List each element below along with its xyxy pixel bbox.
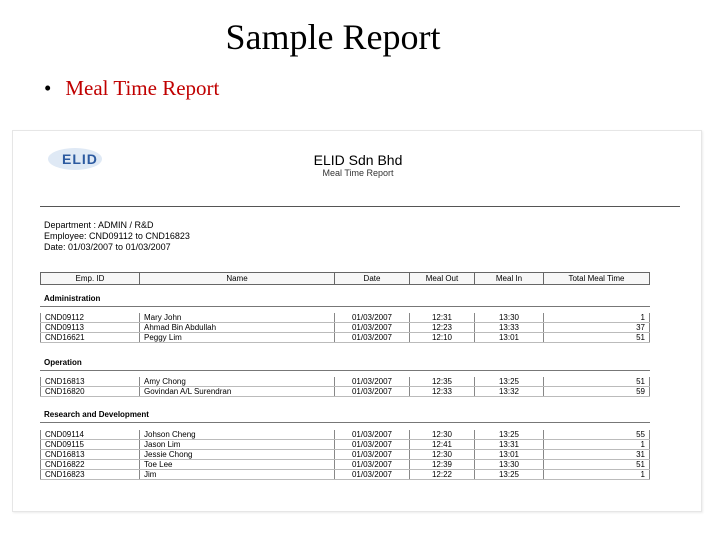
table-cell: Ahmad Bin Abdullah <box>140 323 335 333</box>
bullet-text: Meal Time Report <box>65 76 220 100</box>
group-table <box>40 430 650 480</box>
table-row <box>41 377 650 387</box>
col-name: Name <box>140 273 335 285</box>
table-row <box>41 387 650 397</box>
column-header-row <box>40 272 650 285</box>
table-row <box>41 440 650 450</box>
table-cell: 01/03/2007 <box>335 460 410 470</box>
table-cell: CND09112 <box>41 313 140 323</box>
table-cell: CND16813 <box>41 377 140 387</box>
table-cell: 12:10 <box>410 333 475 343</box>
report-subtitle: Meal Time Report <box>322 168 394 178</box>
table-cell: Mary John <box>140 313 335 323</box>
col-meal-out: Meal Out <box>410 273 475 285</box>
table-cell: 13:31 <box>475 440 544 450</box>
table-row <box>41 430 650 440</box>
table-row <box>41 460 650 470</box>
table-cell: 12:35 <box>410 377 475 387</box>
table-cell: 12:23 <box>410 323 475 333</box>
table-cell: 01/03/2007 <box>335 450 410 460</box>
slide-title: Sample Report <box>225 17 441 57</box>
table-row <box>41 470 650 480</box>
col-meal-in: Meal In <box>475 273 544 285</box>
group-table <box>40 313 650 343</box>
col-total: Total Meal Time <box>544 273 650 285</box>
bullet-item <box>44 76 219 101</box>
table-cell: CND16822 <box>41 460 140 470</box>
table-cell: 55 <box>544 430 650 440</box>
table-cell: Jim <box>140 470 335 480</box>
table-cell: 01/03/2007 <box>335 377 410 387</box>
table-cell: Govindan A/L Surendran <box>140 387 335 397</box>
table-cell: 31 <box>544 450 650 460</box>
table-cell: 13:30 <box>475 460 544 470</box>
group-title: Administration <box>44 294 101 303</box>
table-cell: 12:41 <box>410 440 475 450</box>
company-name: ELID Sdn Bhd <box>313 152 403 168</box>
group-divider <box>40 422 650 423</box>
table-cell: 12:31 <box>410 313 475 323</box>
logo-text: ELID <box>62 151 98 167</box>
table-cell: 01/03/2007 <box>335 323 410 333</box>
table-cell: 01/03/2007 <box>335 470 410 480</box>
table-cell: CND16820 <box>41 387 140 397</box>
group-table <box>40 377 650 397</box>
table-cell: 01/03/2007 <box>335 440 410 450</box>
table-cell: 1 <box>544 440 650 450</box>
group-title: Operation <box>44 358 82 367</box>
table-cell: 37 <box>544 323 650 333</box>
table-cell: 51 <box>544 460 650 470</box>
table-cell: CND09114 <box>41 430 140 440</box>
table-cell: 51 <box>544 377 650 387</box>
table-cell: 13:33 <box>475 323 544 333</box>
table-cell: 13:01 <box>475 333 544 343</box>
table-cell: Peggy Lim <box>140 333 335 343</box>
table-cell: 13:30 <box>475 313 544 323</box>
table-cell: 01/03/2007 <box>335 313 410 323</box>
table-cell: 12:30 <box>410 430 475 440</box>
col-date: Date <box>335 273 410 285</box>
table-cell: Jason Lim <box>140 440 335 450</box>
table-row <box>41 333 650 343</box>
table-cell: 13:01 <box>475 450 544 460</box>
table-cell: 13:25 <box>475 430 544 440</box>
header-rule <box>40 206 680 207</box>
table-cell: 01/03/2007 <box>335 387 410 397</box>
table-cell: 59 <box>544 387 650 397</box>
group-divider <box>40 370 650 371</box>
table-cell: 13:32 <box>475 387 544 397</box>
table-cell: Jessie Chong <box>140 450 335 460</box>
table-cell: Amy Chong <box>140 377 335 387</box>
table-cell: Toe Lee <box>140 460 335 470</box>
table-cell: CND16813 <box>41 450 140 460</box>
table-cell: CND16621 <box>41 333 140 343</box>
table-cell: Johson Cheng <box>140 430 335 440</box>
table-cell: 13:25 <box>475 377 544 387</box>
department-filter: Department : ADMIN / R&D <box>44 220 154 230</box>
date-filter: Date: 01/03/2007 to 01/03/2007 <box>44 242 171 252</box>
table-cell: 12:22 <box>410 470 475 480</box>
col-emp-id: Emp. ID <box>41 273 140 285</box>
table-cell: CND16823 <box>41 470 140 480</box>
table-cell: 12:30 <box>410 450 475 460</box>
table-cell: 01/03/2007 <box>335 430 410 440</box>
employee-filter: Employee: CND09112 to CND16823 <box>44 231 190 241</box>
bullet-dot: • <box>44 76 52 100</box>
table-row <box>41 323 650 333</box>
table-row <box>41 313 650 323</box>
table-cell: 12:33 <box>410 387 475 397</box>
table-cell: 12:39 <box>410 460 475 470</box>
table-cell: 13:25 <box>475 470 544 480</box>
group-title: Research and Development <box>44 410 149 419</box>
table-cell: 1 <box>544 470 650 480</box>
table-cell: 01/03/2007 <box>335 333 410 343</box>
table-cell: 51 <box>544 333 650 343</box>
group-divider <box>40 306 650 307</box>
table-cell: CND09113 <box>41 323 140 333</box>
table-cell: CND09115 <box>41 440 140 450</box>
table-row <box>41 450 650 460</box>
table-cell: 1 <box>544 313 650 323</box>
